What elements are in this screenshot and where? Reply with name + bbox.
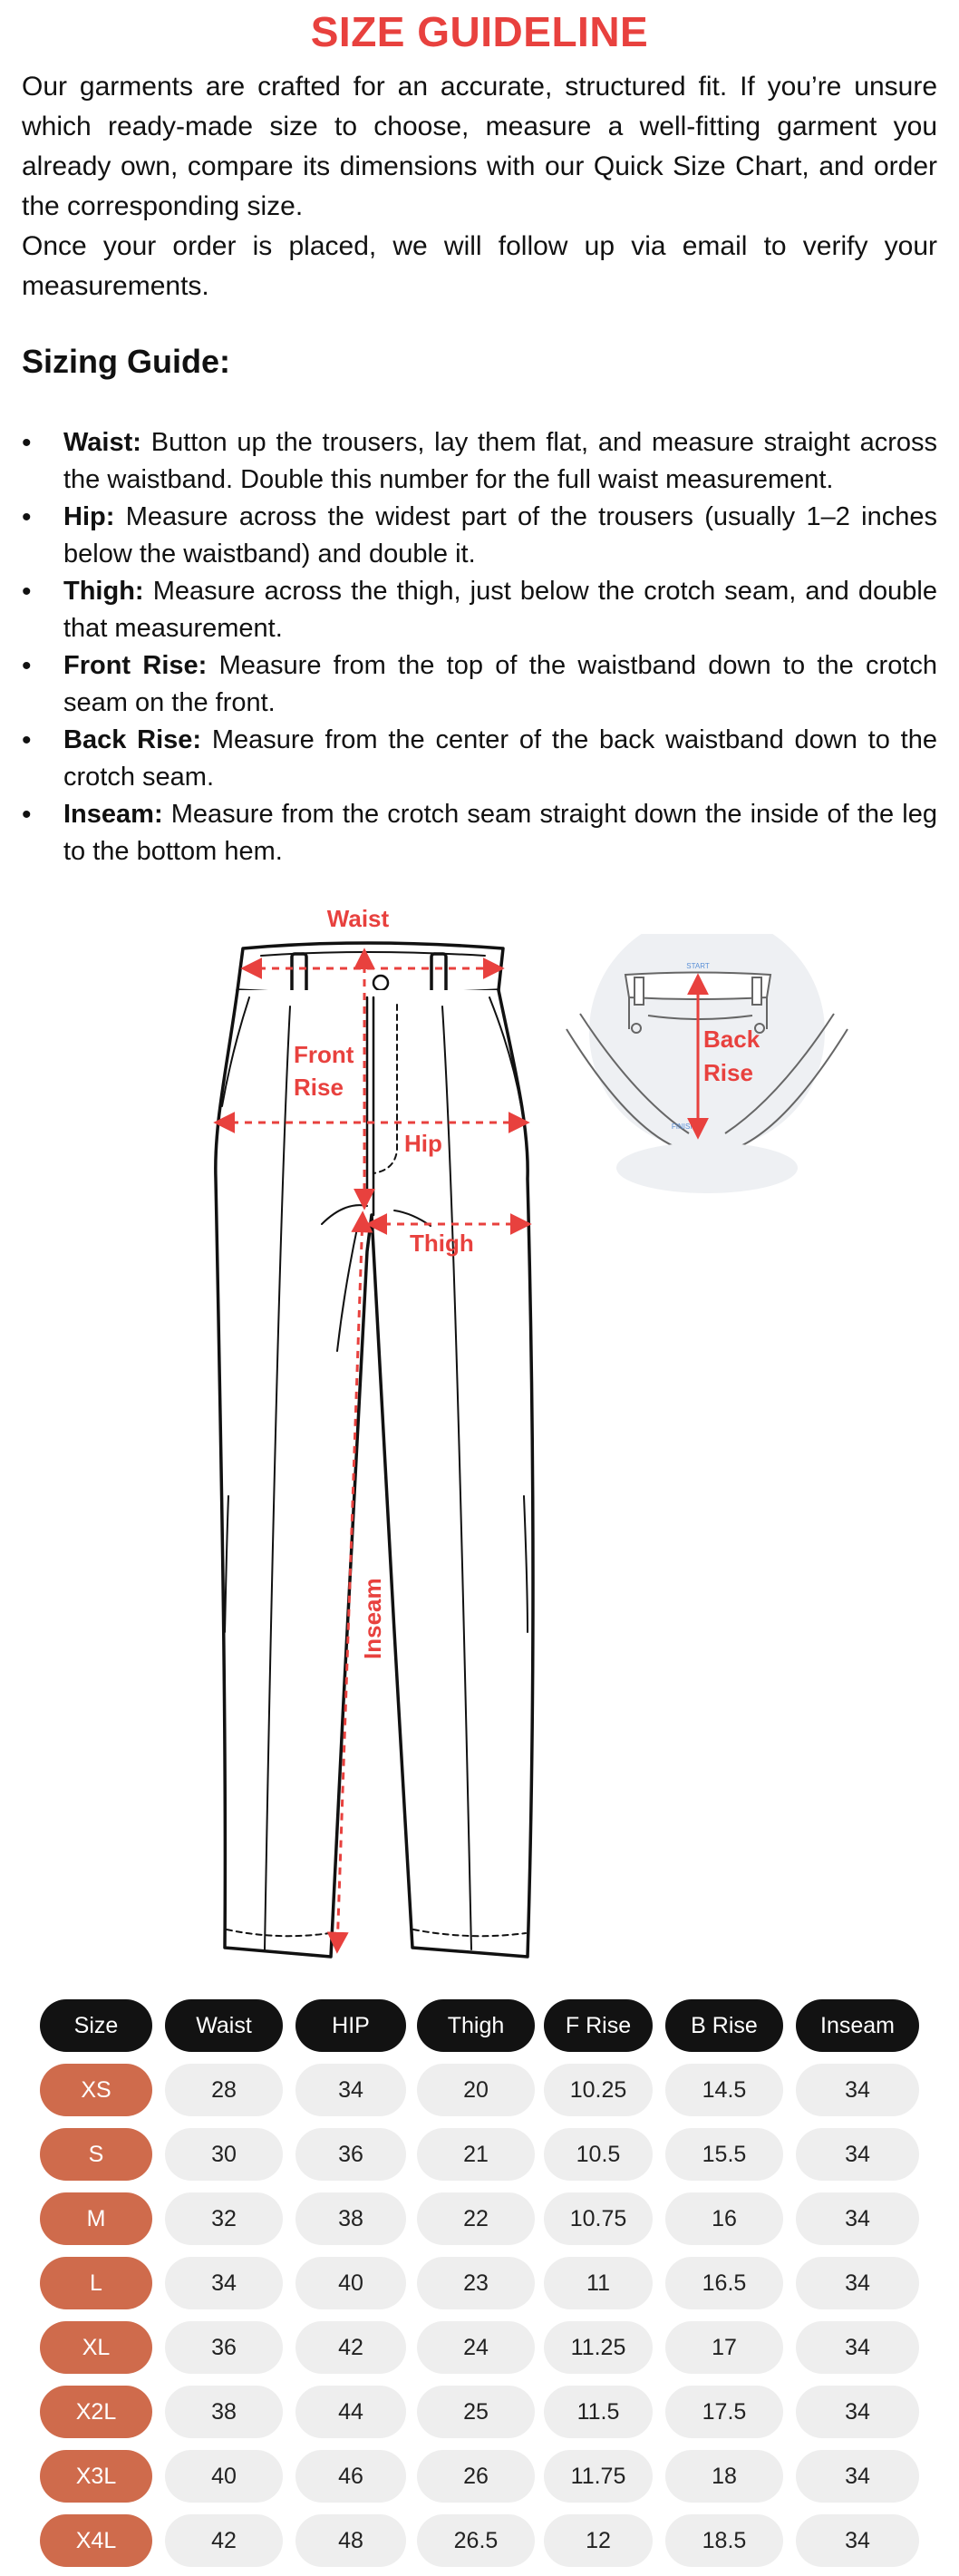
table-cell: 14.5 — [665, 2064, 783, 2116]
table-header-cell: HIP — [295, 1999, 406, 2052]
sizing-guide-list — [22, 424, 937, 870]
guide-term: Waist: — [63, 428, 141, 457]
guide-item-inseam — [22, 796, 937, 870]
table-cell: 34 — [796, 2192, 919, 2245]
table-cell: 34 — [295, 2064, 406, 2116]
table-cell: 34 — [796, 2514, 919, 2567]
size-label-cell: S — [40, 2128, 152, 2181]
table-cell: 34 — [165, 2257, 283, 2309]
trousers-icon — [216, 943, 533, 1957]
table-row — [40, 2257, 919, 2309]
sizing-guide-heading: Sizing Guide: — [22, 343, 230, 380]
table-header-cell: B Rise — [665, 1999, 783, 2052]
guide-item-hip — [22, 499, 937, 573]
back-rise-inset — [562, 907, 852, 1193]
inseam-label: Inseam — [359, 1578, 386, 1659]
table-cell: 38 — [165, 2386, 283, 2438]
table-cell: 34 — [796, 2386, 919, 2438]
table-row — [40, 2514, 919, 2567]
table-cell: 11.5 — [544, 2386, 653, 2438]
table-cell: 15.5 — [665, 2128, 783, 2181]
size-label-cell: L — [40, 2257, 152, 2309]
table-header-cell: Thigh — [417, 1999, 535, 2052]
table-cell: 42 — [295, 2321, 406, 2374]
table-header-cell: Size — [40, 1999, 152, 2052]
table-cell: 11.75 — [544, 2450, 653, 2503]
guide-term: Thigh: — [63, 577, 144, 606]
table-row — [40, 2192, 919, 2245]
bullet-icon: • — [22, 651, 32, 681]
bullet-icon: • — [22, 725, 32, 755]
table-cell: 34 — [796, 2450, 919, 2503]
table-cell: 40 — [165, 2450, 283, 2503]
table-row — [40, 2321, 919, 2374]
table-header-cell: Waist — [165, 1999, 283, 2052]
table-row — [40, 2386, 919, 2438]
table-cell: 46 — [295, 2450, 406, 2503]
back-rise-label-line-2: Rise — [703, 1059, 753, 1086]
table-cell: 21 — [417, 2128, 535, 2181]
table-cell: 26 — [417, 2450, 535, 2503]
guide-text: Button up the trousers, lay them flat, and measure straight across the waistband. Double this number for the full waist measurement. — [63, 428, 937, 494]
table-cell: 18 — [665, 2450, 783, 2503]
intro-paragraph-2: Once your order is placed, we will follow up via email to verify your measurements. — [22, 231, 937, 301]
table-cell: 17 — [665, 2321, 783, 2374]
table-cell: 12 — [544, 2514, 653, 2567]
table-cell: 38 — [295, 2192, 406, 2245]
page-title: SIZE GUIDELINE — [310, 8, 649, 55]
table-header-cell: F Rise — [544, 1999, 653, 2052]
bullet-icon: • — [22, 800, 32, 830]
table-header-row — [40, 1999, 919, 2052]
table-cell: 23 — [417, 2257, 535, 2309]
table-cell: 10.25 — [544, 2064, 653, 2116]
table-cell: 10.75 — [544, 2192, 653, 2245]
front-rise-label-line-1: Front — [294, 1041, 354, 1068]
guide-text: Measure from the crotch seam straight down the inside of the leg to the bottom hem. — [63, 800, 937, 866]
bullet-icon: • — [22, 577, 32, 607]
back-rise-start-label: START — [686, 962, 710, 970]
table-cell: 32 — [165, 2192, 283, 2245]
table-cell: 24 — [417, 2321, 535, 2374]
table-cell: 36 — [165, 2321, 283, 2374]
table-cell: 36 — [295, 2128, 406, 2181]
guide-item-back-rise — [22, 722, 937, 796]
table-cell: 48 — [295, 2514, 406, 2567]
intro-paragraph-1: Our garments are crafted for an accurate, structured fit. If you’re unsure which ready-made size to choose, measure a well-fitting garment you already own, compare its dimensions with our Quick Size Chart, and order the corresponding size. — [22, 72, 937, 221]
table-cell: 34 — [796, 2321, 919, 2374]
waist-label: Waist — [326, 905, 390, 932]
guide-item-waist — [22, 424, 937, 499]
size-label-cell: M — [40, 2192, 152, 2245]
guide-text: Measure across the thigh, just below the crotch seam, and double that measurement. — [63, 577, 937, 643]
size-label-cell: XS — [40, 2064, 152, 2116]
table-cell: 30 — [165, 2128, 283, 2181]
table-cell: 34 — [796, 2128, 919, 2181]
table-row — [40, 2128, 919, 2181]
table-cell: 44 — [295, 2386, 406, 2438]
guide-term: Inseam: — [63, 800, 163, 829]
size-label-cell: X3L — [40, 2450, 152, 2503]
guide-term: Hip: — [63, 502, 115, 531]
guide-item-thigh — [22, 573, 937, 647]
back-rise-label-line-1: Back — [703, 1026, 760, 1053]
table-cell: 26.5 — [417, 2514, 535, 2567]
back-rise-finish-label: FINISH — [671, 1123, 696, 1131]
bullet-icon: • — [22, 428, 32, 458]
size-label-cell: X2L — [40, 2386, 152, 2438]
size-label-cell: XL — [40, 2321, 152, 2374]
table-header-cell: Inseam — [796, 1999, 919, 2052]
hip-label: Hip — [404, 1130, 442, 1157]
size-label-cell: X4L — [40, 2514, 152, 2567]
intro-text — [22, 67, 937, 306]
table-cell: 20 — [417, 2064, 535, 2116]
guide-term: Front Rise: — [63, 651, 208, 680]
table-cell: 16 — [665, 2192, 783, 2245]
table-row — [40, 2064, 919, 2116]
front-rise-label-line-2: Rise — [294, 1074, 344, 1101]
thigh-label: Thigh — [410, 1230, 474, 1257]
table-cell: 25 — [417, 2386, 535, 2438]
table-cell: 34 — [796, 2257, 919, 2309]
guide-text: Measure from the center of the back waistband down to the crotch seam. — [63, 725, 937, 792]
table-cell: 42 — [165, 2514, 283, 2567]
table-cell: 18.5 — [665, 2514, 783, 2567]
table-cell: 11.25 — [544, 2321, 653, 2374]
table-cell: 11 — [544, 2257, 653, 2309]
guide-text: Measure from the top of the waistband down to the crotch seam on the front. — [63, 651, 938, 717]
table-cell: 40 — [295, 2257, 406, 2309]
table-cell: 22 — [417, 2192, 535, 2245]
bullet-icon: • — [22, 502, 32, 532]
guide-term: Back Rise: — [63, 725, 202, 754]
trouser-measurement-diagram — [0, 889, 959, 1977]
table-cell: 10.5 — [544, 2128, 653, 2181]
table-cell: 17.5 — [665, 2386, 783, 2438]
table-cell: 16.5 — [665, 2257, 783, 2309]
guide-text: Measure across the widest part of the trousers (usually 1–2 inches below the waistband) and double it. — [63, 502, 937, 569]
table-cell: 34 — [796, 2064, 919, 2116]
guide-item-front-rise — [22, 647, 937, 722]
table-row — [40, 2450, 919, 2503]
table-cell: 28 — [165, 2064, 283, 2116]
